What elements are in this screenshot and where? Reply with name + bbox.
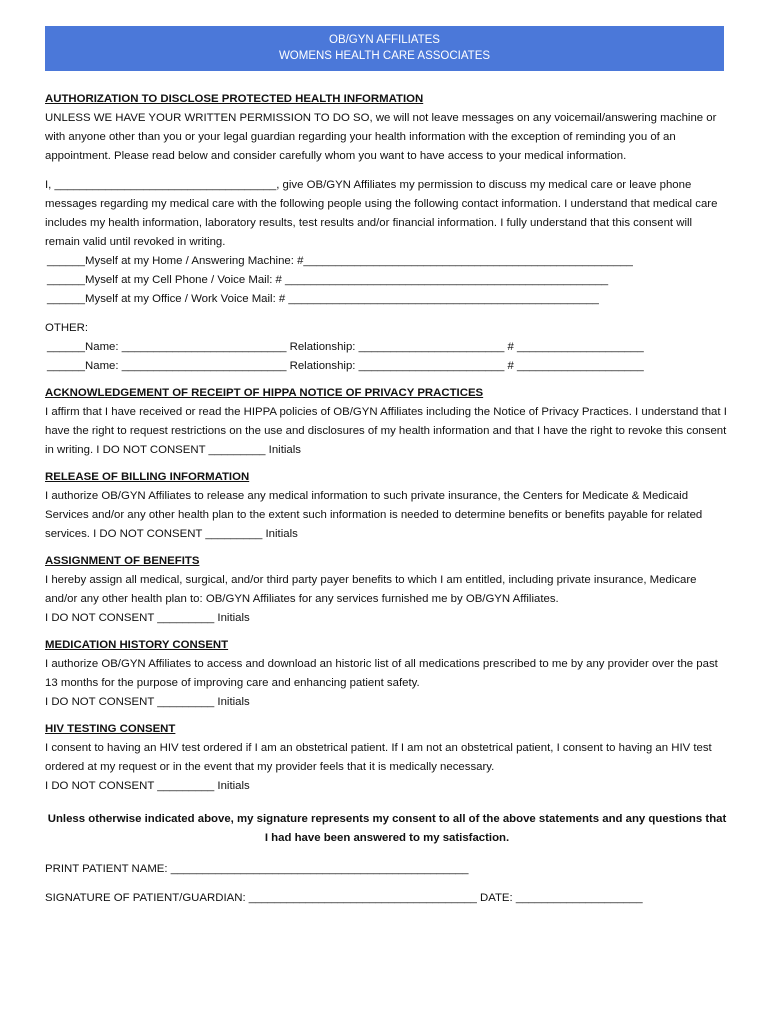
hiv-title: HIV TESTING CONSENT: [45, 723, 176, 735]
contact-home-line[interactable]: ______Myself at my Home / Answering Machine: #____________________________________________________: [47, 255, 633, 267]
header-sub-name: WOMENS HEALTH CARE ASSOCIATES: [278, 50, 491, 62]
header-org-name: OB/GYN AFFILIATES: [329, 34, 440, 46]
form-header: [45, 26, 724, 71]
billing-section: [45, 468, 729, 544]
form-body: [45, 90, 729, 908]
authorization-section: [45, 90, 729, 376]
hippa-section: [45, 384, 729, 460]
other-contact-line-1[interactable]: ______Name: __________________________ Relationship: _______________________ # ____________________: [47, 341, 644, 353]
closing-statement: Unless otherwise indicated above, my signature represents my consent to all of the above statements and any questions that I had have been answered to my satisfaction.: [47, 813, 727, 844]
benefits-title: ASSIGNMENT OF BENEFITS: [45, 555, 200, 567]
medication-consent-line[interactable]: I DO NOT CONSENT _________ Initials: [45, 696, 250, 708]
print-patient-name-line[interactable]: PRINT PATIENT NAME: _______________________________________________: [45, 863, 469, 875]
contact-office-line[interactable]: ______Myself at my Office / Work Voice Mail: # _________________________________________________: [47, 293, 599, 305]
other-label: OTHER:: [45, 322, 89, 334]
medication-body: I authorize OB/GYN Affiliates to access and download an historic list of all medications prescribed to me by any provider over the past 13 months for the purpose of improving care and enhancing patient safety.: [45, 658, 718, 689]
benefits-consent-line[interactable]: I DO NOT CONSENT _________ Initials: [45, 612, 250, 624]
authorization-consent-text: I, ___________________________________, give OB/GYN Affiliates my permission to discuss my medical care or leave phone messages regarding my medical care with the following people using the following contact information. I understand that medical care includes my health information, laboratory results, test results and/or financial information. I fully understand that this consent will remain valid until revoked in writing.: [45, 179, 718, 248]
authorization-title: AUTHORIZATION TO DISCLOSE PROTECTED HEALTH INFORMATION: [45, 93, 424, 105]
hiv-body: I consent to having an HIV test ordered if I am an obstetrical patient. If I am not an obstetrical patient, I consent to having an HIV test ordered at my request or in the event that my provider feels that it is medically necessary.: [45, 742, 712, 773]
other-contact-line-2[interactable]: ______Name: __________________________ Relationship: _______________________ # ____________________: [47, 360, 644, 372]
hiv-section: [45, 720, 729, 796]
billing-title: RELEASE OF BILLING INFORMATION: [45, 471, 250, 483]
benefits-section: [45, 552, 729, 628]
hiv-consent-line[interactable]: I DO NOT CONSENT _________ Initials: [45, 780, 250, 792]
contact-cell-line[interactable]: ______Myself at my Cell Phone / Voice Mail: # ___________________________________________________: [47, 274, 609, 286]
medication-title: MEDICATION HISTORY CONSENT: [45, 639, 229, 651]
authorization-body: UNLESS WE HAVE YOUR WRITTEN PERMISSION TO DO SO, we will not leave messages on any voicemail/answering machine or with anyone other than you or your legal guardian regarding your health information with the exception of reminding you of an appointment. Please read below and consider carefully whom you want to have access to your medical information.: [45, 112, 717, 162]
signature-date-line[interactable]: SIGNATURE OF PATIENT/GUARDIAN: ____________________________________ DATE: ____________________: [45, 892, 643, 904]
hippa-body: I affirm that I have received or read the HIPPA policies of OB/GYN Affiliates including the Notice of Privacy Practices. I understand that I have the right to request restrictions on the use and disclosures of my health information and that I have the right to revoke this consent in writing. I DO NOT CONSENT _________ Initials: [45, 406, 727, 456]
hippa-title: ACKNOWLEDGEMENT OF RECEIPT OF HIPPA NOTICE OF PRIVACY PRACTICES: [45, 387, 484, 399]
billing-body: I authorize OB/GYN Affiliates to release any medical information to such private insurance, the Centers for Medicate & Medicaid Services and/or any other health plan to the extent such information is needed to determine benefits or benefits payable for related services. I DO NOT CONSENT _________ Initials: [45, 490, 703, 540]
medication-section: [45, 636, 729, 712]
benefits-body: I hereby assign all medical, surgical, and/or third party payer benefits to which I am entitled, including private insurance, Medicare and/or any other health plan to: OB/GYN Affiliates for any services furnished me by OB/GYN Affiliates.: [45, 574, 697, 605]
